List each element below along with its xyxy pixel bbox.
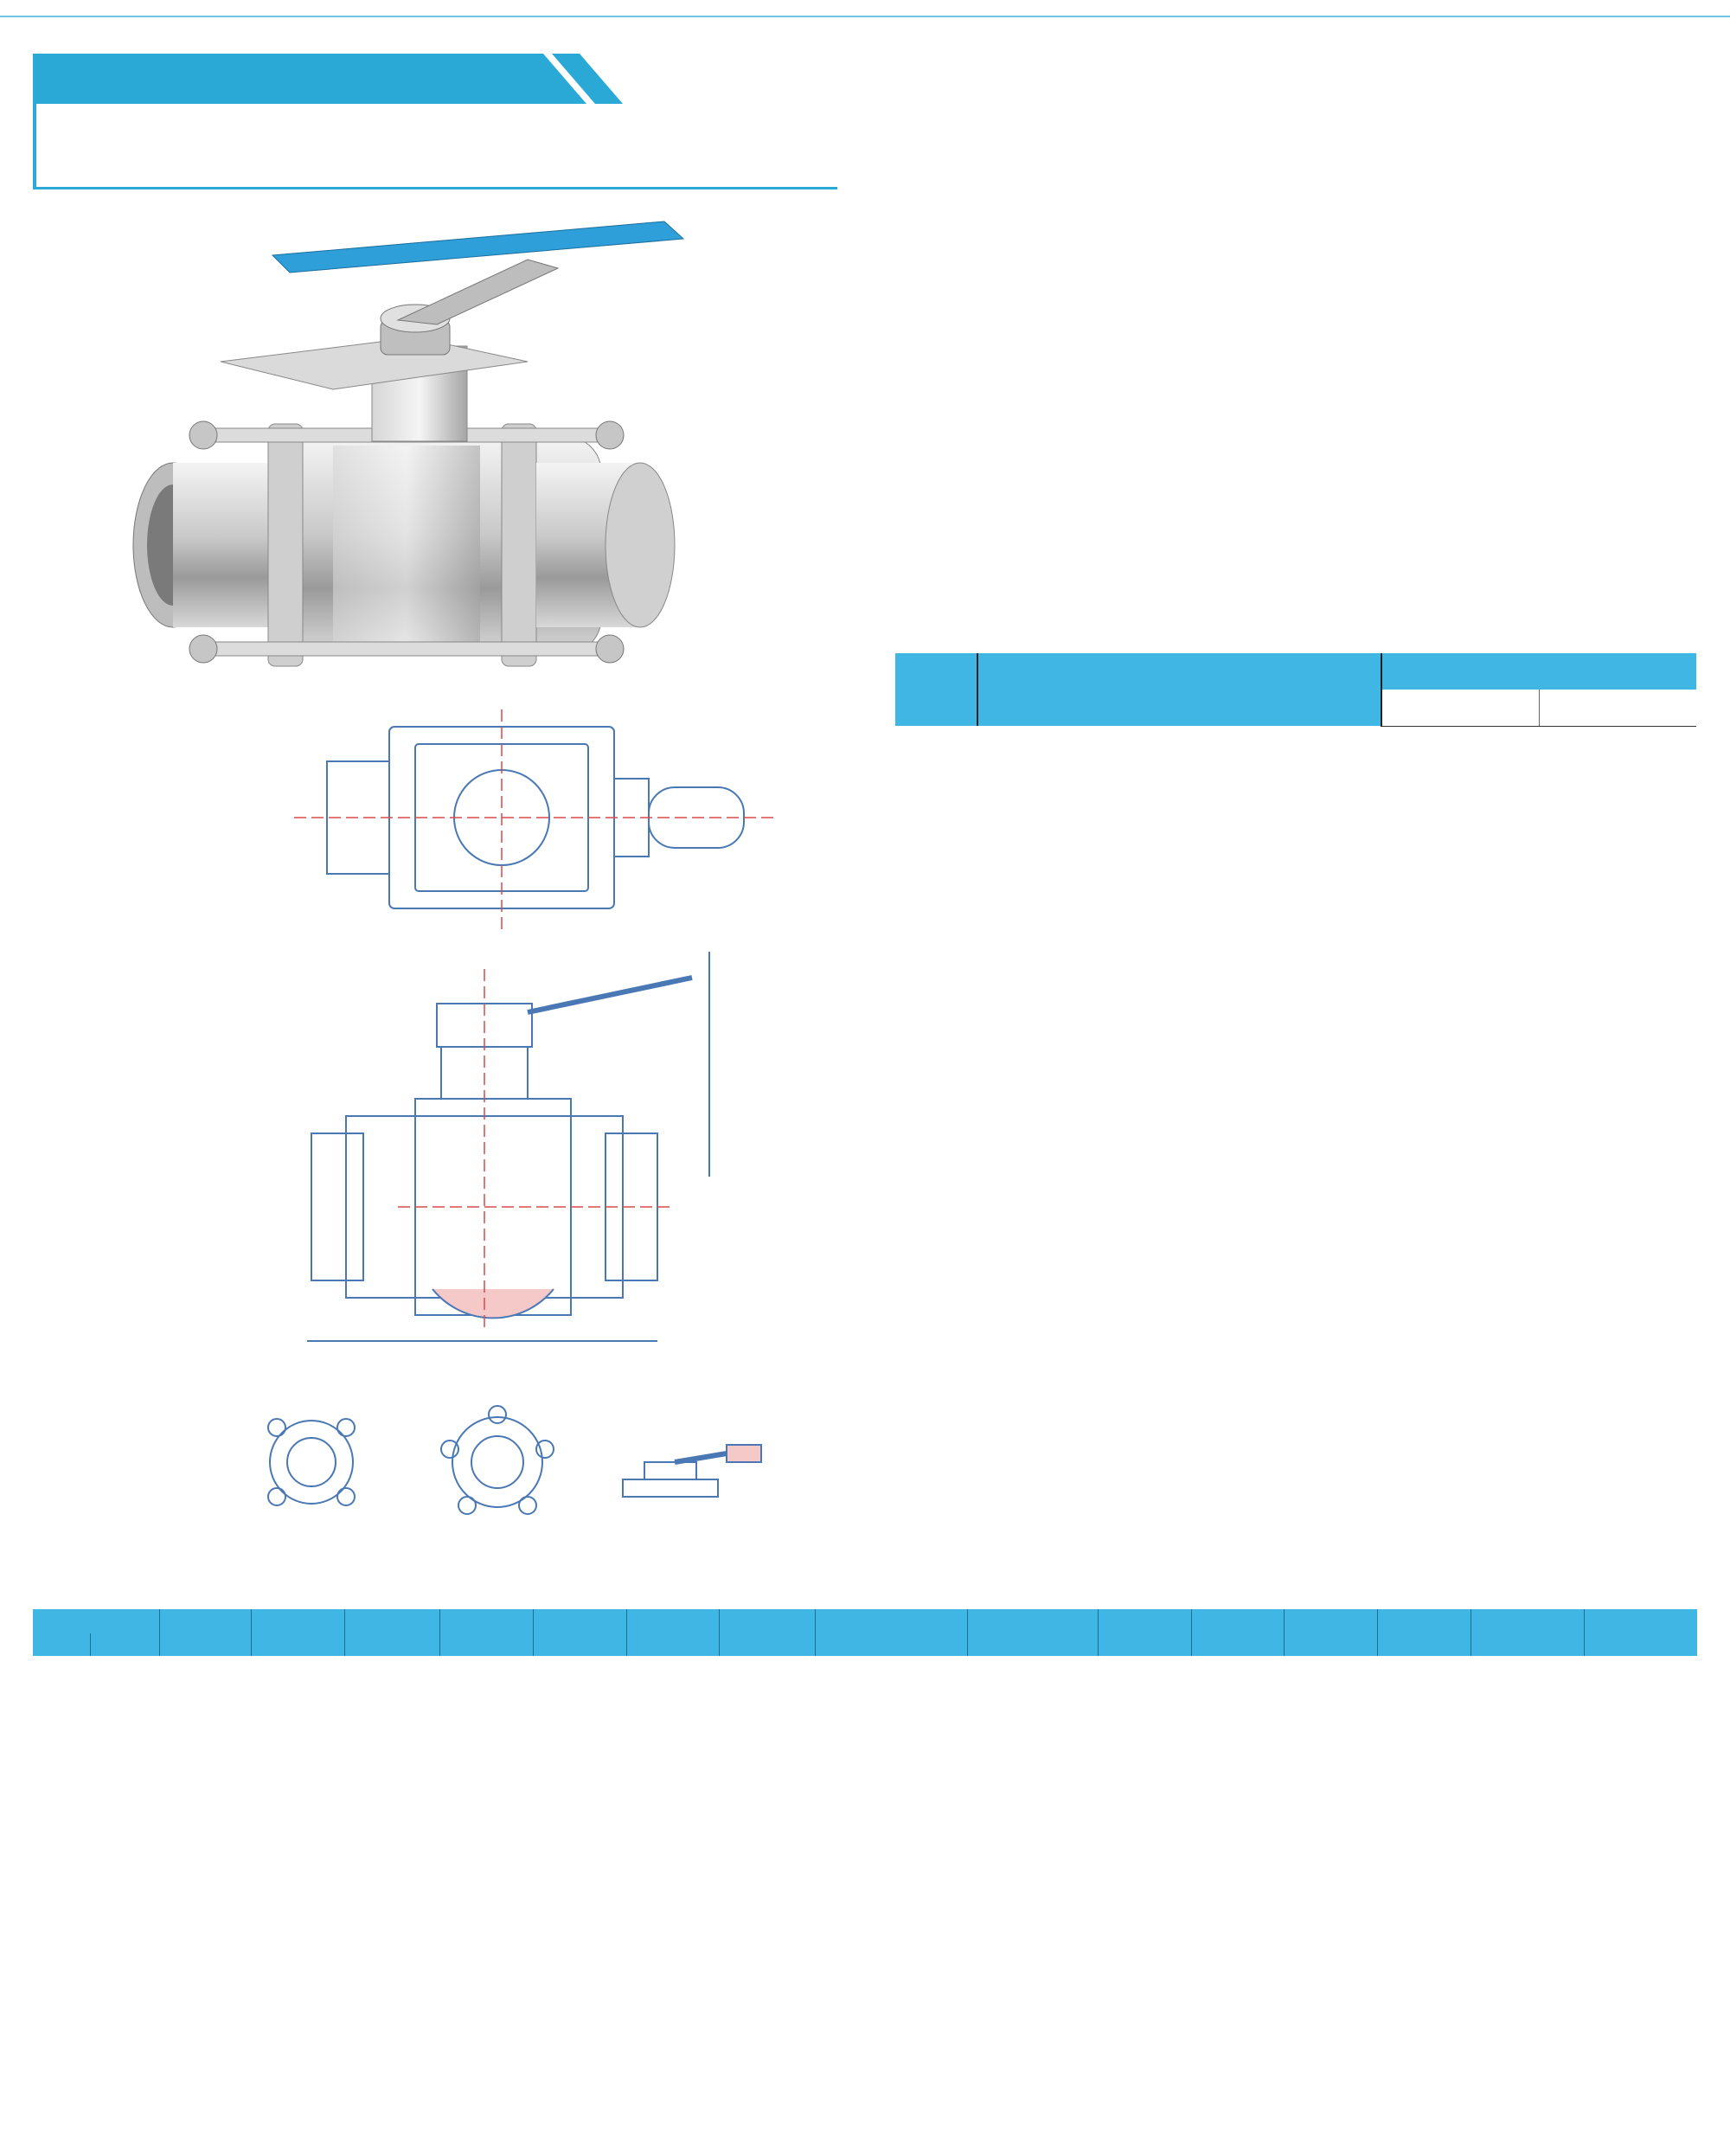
col-H — [440, 1609, 534, 1656]
col-W — [534, 1609, 627, 1656]
materials-table — [895, 653, 1696, 727]
col-torque — [1584, 1609, 1697, 1656]
col-no — [895, 653, 977, 726]
col-tc149 — [1539, 690, 1696, 726]
col-Rb — [1378, 1609, 1471, 1656]
col-nps — [90, 1633, 160, 1656]
col-size — [33, 1609, 160, 1633]
col-d1 — [252, 1609, 345, 1656]
col-dn — [33, 1633, 90, 1656]
top-rule — [0, 16, 1730, 17]
col-E — [968, 1609, 1099, 1656]
col-L — [344, 1609, 440, 1656]
col-Ra — [1285, 1609, 1378, 1656]
col-C — [626, 1609, 720, 1656]
col-d — [160, 1609, 252, 1656]
technical-drawing — [242, 692, 830, 1566]
col-part-zh — [977, 653, 1142, 726]
col-W1 — [1191, 1609, 1285, 1656]
col-material — [1381, 653, 1696, 690]
title-tab — [33, 54, 837, 104]
col-iso — [816, 1609, 968, 1656]
col-tc147 — [1381, 690, 1539, 726]
col-part-en — [1142, 653, 1381, 726]
col-D — [720, 1609, 816, 1656]
col-H1 — [1099, 1609, 1192, 1656]
header — [33, 54, 837, 192]
col-cv — [1470, 1609, 1584, 1656]
dimensions-table — [33, 1609, 1697, 1656]
valve-photo — [121, 216, 744, 709]
